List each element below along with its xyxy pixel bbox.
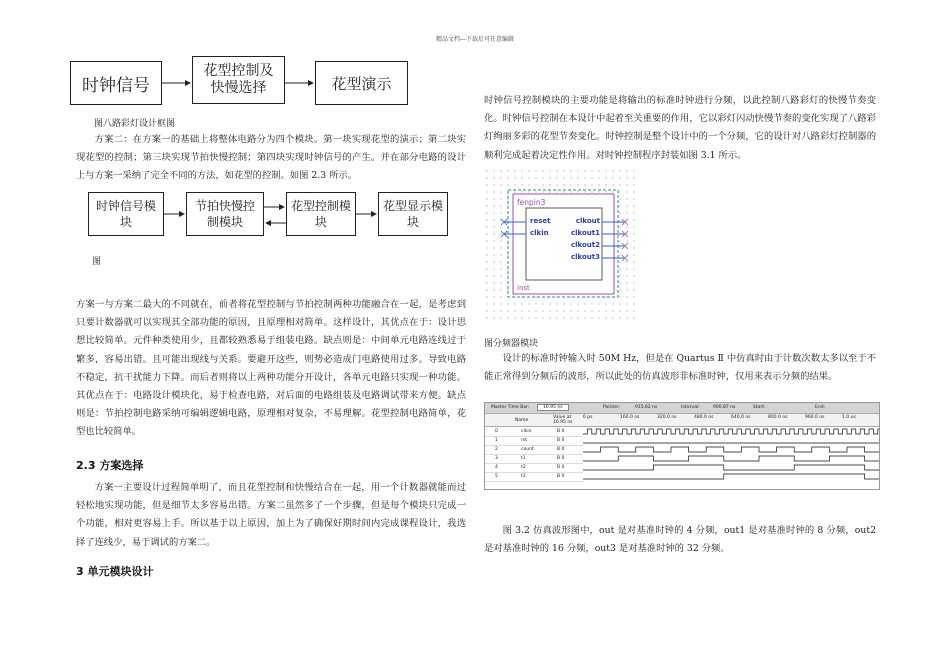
time-label: 320.0 ns [657,415,677,420]
signal-name: count [521,447,534,452]
signal-value: B 0 [557,438,565,443]
diagram2-box-display: 花型显示模 块 [378,192,448,236]
diagram1-box-control: 花型控制及 快慢选择 [192,56,285,104]
signal-row[interactable] [485,472,583,482]
diagram1-caption: 图八路彩灯设计框图 [94,119,176,129]
waveform-window [484,402,880,490]
diagram2-arrows [88,192,448,238]
toolbar-label-start: Start: [753,405,766,410]
block-title: fenpin3 [517,198,546,207]
toolbar-label-pointer: Pointer: [603,405,621,410]
diagram1-box-clock: 时钟信号 [70,61,162,105]
diagram1-arrows [70,56,410,108]
name-column-header: Name [515,418,529,423]
signal-index: 5 [495,474,498,479]
time-label: 800.0 ns [768,415,788,420]
signal-name: clkin [521,429,532,434]
signal-index: 0 [495,429,498,434]
time-label: 1.0 us [842,415,856,420]
waveform-toolbar [485,403,879,414]
time-label: 640.0 ns [731,415,751,420]
signal-value: B 0 [557,429,565,434]
paragraph-fig32: 图 3.2 仿真波形图中，out 是对基准时钟的 4 分频，out1 是对基准时钟的 8 分频，out2 是对基准时钟的 16 分频，out3 是对基准时钟的 32 分频。 [484,525,876,555]
signal-name: t3 [521,474,526,479]
waveform-background [583,427,879,489]
diagram2-box-clock: 时钟信号模 块 [88,192,164,236]
time-label: 480.0 ns [694,415,714,420]
signal-name: t1 [521,456,526,461]
block-input-clkin: clkin [530,229,549,237]
heading-3: 3 单元模块设计 [76,565,154,578]
paragraph-simulation: 设计的标准时钟输入时 50M Hz，但是在 Quartus Ⅱ 中仿真时由于计数次数太多以至于不能正常得到分频后的波形，所以此处的仿真波形非标准时钟，仅用来表示分频的结果。 [484,353,876,383]
toolbar-value-pointer: 915.62 ns [635,405,658,410]
signal-index: 1 [495,438,498,443]
signal-index: 3 [495,456,498,461]
time-label: 960.0 ns [805,415,825,420]
toolbar-value-master[interactable]: 16.95 ns [537,404,569,411]
signal-value: B 0 [557,465,565,470]
page-header: 精品文档---下载后可任意编辑 [435,36,515,43]
signal-value: B 0 [557,447,565,452]
toolbar-label-interval: Interval: [681,405,700,410]
diagram2-caption: 图 [92,257,102,267]
paragraph-choice: 方案一主要设计过程简单明了，而且花型控制和快慢结合在一起，用一个计数器就能而过轻松地实现功能，但是细节太多容易出错。方案二虽然多了一个步骤，但是每个模块只完成一个功能，相对更容易上手。所以基于以上原因，加上为了确保好期时间内完成课程设计，我选择了连线少，易于调试的方案二。 [76,482,466,548]
signal-value: B 0 [557,474,565,479]
diagram-block-2 [88,192,448,238]
signal-name: t2 [521,465,526,470]
toolbar-label-end: End: [815,405,826,410]
time-label: 0 ps [583,415,593,420]
signal-index: 2 [495,447,498,452]
waveform-plot [583,427,879,489]
heading-2-3: 2.3 方案选择 [76,459,144,472]
time-label: 160.0 ns [620,415,640,420]
signal-value: B 0 [557,456,565,461]
signal-name: rst [521,438,527,443]
diagram2-box-pattern: 花型控制模 块 [286,192,356,236]
signal-list [485,427,583,489]
figure-3-1-caption: 图分频器模块 [484,339,539,349]
signal-index: 4 [495,465,498,470]
block-output-clkout1: clkout1 [570,229,600,237]
diagram1-box-show: 花型演示 [315,61,408,105]
block-input-reset: reset [530,217,551,225]
block-instance: inst [517,284,530,292]
toolbar-label-master: Master Time Bar: [491,405,530,410]
paragraph-scheme2: 方案二：在方案一的基础上将整体电路分为四个模块。第一块实现花型的演示；第二块实现花型的控制；第三块实现节拍快慢控制；第四块实现时钟信号的产生。并在部分电路的设计上与方案一采纳了完全不同的方法，如花型的控制。如图 2.3 所示。 [76,134,466,182]
paragraph-compare: 方案一与方案二最大的不同就在，前者将花型控制与节拍控制两种功能融合在一起，是考虑到只要计数器就可以实现其全部功能的原因，且原理相对简单。这样设计，其优点在于：设计思想比较简单。元件种类使用少，且都较熟悉易于组装电路。缺点则是：中间单元电路连线过于繁多，容易出错。且可能出现线与关系。要避开这些，则势必造成门电路使用过多。导致电路不稳定，抗干扰能力下降。而后者则将以上两种功能分开设计，各单元电路只实现一种功能。其优点在于：电路设计模块化，易于检查电路，对后面的电路组装及电路调试带来方便。缺点则是：节拍控制电路采纳可编辑逻辑电路，原理相对复杂，不易理解。花型控制电路简单，花型也比较简单。 [76,299,466,438]
block-output-clkout: clkout [575,217,600,225]
toolbar-value-interval: 900.87 ns [713,405,736,410]
time-ruler [583,414,879,426]
value-column-header: Value at 16.95 ns [553,415,573,425]
block-output-clkout3: clkout3 [570,253,600,261]
block-output-clkout2: clkout2 [570,241,600,249]
paragraph-clock: 时钟信号控制模块的主要功能是将输出的标准时钟进行分频，以此控制八路彩灯的快慢节奏变化。时钟信号控制在本设计中起着至关重要的作用，它以彩灯闪动快慢节奏的变化实现了八路彩灯绚丽多彩的花型节奏变化。时钟控制是整个设计中的一个分频，它的设计对八路彩灯控制器的顺利完成起着决定性作用。对时钟控制程序封装如图 3.1 所示。 [484,95,876,161]
diagram-block-1 [70,56,410,108]
block-symbol-figure [486,170,636,320]
diagram2-box-tempo: 节拍快慢控 制模块 [186,192,264,236]
waveform-header-row [485,414,879,427]
block-dotted-grid [486,170,636,320]
